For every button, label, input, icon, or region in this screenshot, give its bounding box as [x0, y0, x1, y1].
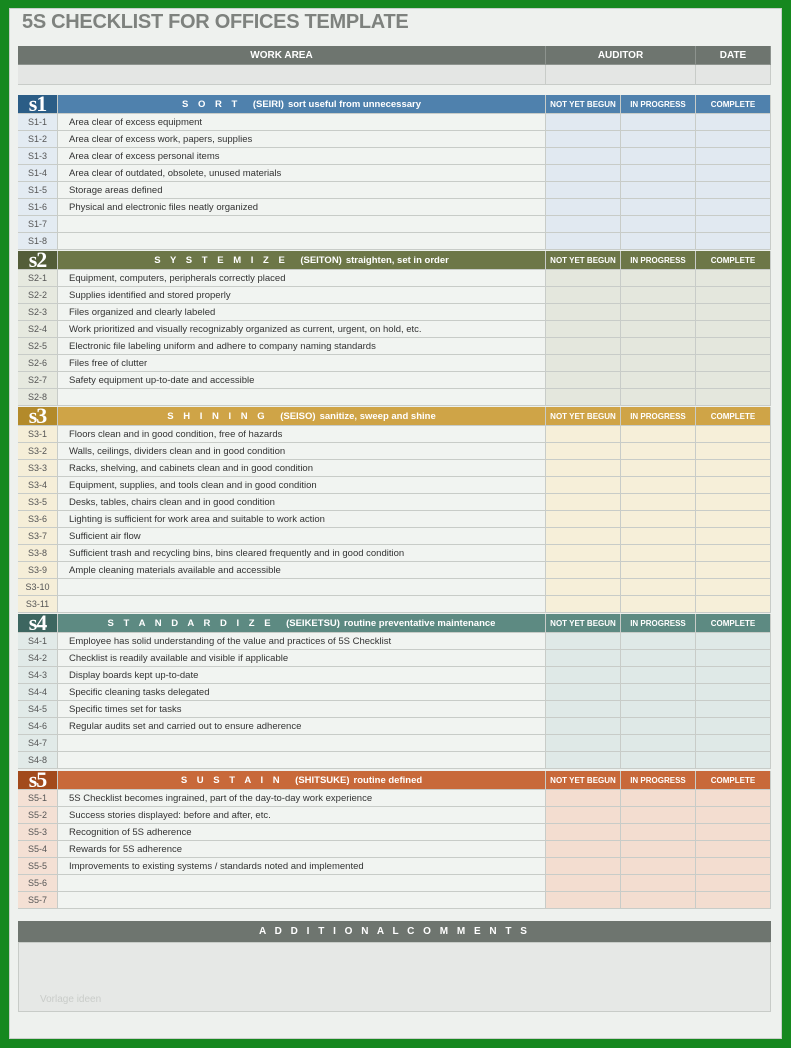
item-description: Physical and electronic files neatly organized — [58, 199, 546, 216]
checkbox-complete[interactable] — [696, 752, 771, 769]
checkbox-in-progress[interactable] — [621, 511, 696, 528]
item-description — [58, 579, 546, 596]
item-code: S3-4 — [18, 477, 58, 494]
checkbox-complete[interactable] — [696, 304, 771, 321]
item-description: Area clear of excess work, papers, supplies — [58, 131, 546, 148]
item-code: S2-3 — [18, 304, 58, 321]
item-code: S3-10 — [18, 579, 58, 596]
checkbox-not-yet-begun[interactable] — [546, 355, 621, 372]
item-description: Files organized and clearly labeled — [58, 304, 546, 321]
checkbox-not-yet-begun[interactable] — [546, 131, 621, 148]
item-description: Walls, ceilings, dividers clean and in good condition — [58, 443, 546, 460]
checkbox-not-yet-begun[interactable] — [546, 389, 621, 406]
status-header-complete: COMPLETE — [696, 251, 771, 270]
checkbox-not-yet-begun[interactable] — [546, 338, 621, 355]
checklist-sheet — [9, 8, 782, 1039]
section-title — [58, 614, 546, 633]
section-name: S O R T — [182, 98, 241, 110]
checkbox-in-progress[interactable] — [621, 131, 696, 148]
item-description — [58, 752, 546, 769]
checkbox-not-yet-begun[interactable] — [546, 304, 621, 321]
item-code: S3-1 — [18, 426, 58, 443]
checkbox-not-yet-begun[interactable] — [546, 372, 621, 389]
item-description — [58, 892, 546, 909]
checkbox-complete[interactable] — [696, 216, 771, 233]
checkbox-in-progress[interactable] — [621, 426, 696, 443]
item-code: S2-5 — [18, 338, 58, 355]
checkbox-not-yet-begun[interactable] — [546, 633, 621, 650]
item-code: S3-9 — [18, 562, 58, 579]
item-code: S5-7 — [18, 892, 58, 909]
checkbox-complete[interactable] — [696, 892, 771, 909]
checkbox-not-yet-begun[interactable] — [546, 114, 621, 131]
item-description: Area clear of excess equipment — [58, 114, 546, 131]
status-header-complete: COMPLETE — [696, 95, 771, 114]
checkbox-in-progress[interactable] — [621, 355, 696, 372]
item-code: S4-3 — [18, 667, 58, 684]
item-code: S1-2 — [18, 131, 58, 148]
checkbox-in-progress[interactable] — [621, 165, 696, 182]
item-code: S5-4 — [18, 841, 58, 858]
checkbox-not-yet-begun[interactable] — [546, 841, 621, 858]
item-description: Area clear of excess personal items — [58, 148, 546, 165]
item-code: S2-1 — [18, 270, 58, 287]
item-description: Equipment, supplies, and tools clean and in good condition — [58, 477, 546, 494]
watermark: Vorlage ideen — [40, 994, 102, 1005]
section-title — [58, 251, 546, 270]
checkbox-in-progress[interactable] — [621, 528, 696, 545]
status-header-not-yet-begun: NOT YET BEGUN — [546, 407, 621, 426]
checkbox-complete[interactable] — [696, 684, 771, 701]
checkbox-complete[interactable] — [696, 199, 771, 216]
item-code: S4-2 — [18, 650, 58, 667]
checkbox-complete[interactable] — [696, 233, 771, 250]
checkbox-not-yet-begun[interactable] — [546, 875, 621, 892]
item-description: Ample cleaning materials available and accessible — [58, 562, 546, 579]
item-code: S3-5 — [18, 494, 58, 511]
section-description: straighten, set in order — [345, 254, 449, 266]
checkbox-in-progress[interactable] — [621, 892, 696, 909]
item-code: S3-7 — [18, 528, 58, 545]
item-description: Regular audits set and carried out to ensure adherence — [58, 718, 546, 735]
date-header: DATE — [696, 46, 771, 65]
checkbox-not-yet-begun[interactable] — [546, 494, 621, 511]
checkbox-complete[interactable] — [696, 650, 771, 667]
item-description: 5S Checklist becomes ingrained, part of the day-to-day work experience — [58, 790, 546, 807]
checkbox-not-yet-begun[interactable] — [546, 443, 621, 460]
section-1-table — [18, 95, 771, 250]
checkbox-not-yet-begun[interactable] — [546, 165, 621, 182]
checkbox-complete[interactable] — [696, 148, 771, 165]
item-description: Improvements to existing systems / standards noted and implemented — [58, 858, 546, 875]
checkbox-complete[interactable] — [696, 545, 771, 562]
checkbox-not-yet-begun[interactable] — [546, 824, 621, 841]
item-description: Area clear of outdated, obsolete, unused materials — [58, 165, 546, 182]
item-code: S4-7 — [18, 735, 58, 752]
checkbox-not-yet-begun[interactable] — [546, 858, 621, 875]
checkbox-in-progress[interactable] — [621, 182, 696, 199]
item-code: S1-5 — [18, 182, 58, 199]
checkbox-not-yet-begun[interactable] — [546, 667, 621, 684]
item-code: S2-2 — [18, 287, 58, 304]
checkbox-not-yet-begun[interactable] — [546, 718, 621, 735]
item-code: S1-6 — [18, 199, 58, 216]
status-header-not-yet-begun: NOT YET BEGUN — [546, 251, 621, 270]
section-japanese-term: (SEITON) — [300, 254, 342, 266]
item-description: Desks, tables, chairs clean and in good condition — [58, 494, 546, 511]
checkbox-complete[interactable] — [696, 426, 771, 443]
checkbox-complete[interactable] — [696, 321, 771, 338]
checkbox-complete[interactable] — [696, 596, 771, 613]
checkbox-not-yet-begun[interactable] — [546, 735, 621, 752]
checkbox-complete[interactable] — [696, 443, 771, 460]
item-code: S3-8 — [18, 545, 58, 562]
section-japanese-term: (SEIKETSU) — [286, 617, 340, 629]
checkbox-in-progress[interactable] — [621, 701, 696, 718]
checkbox-complete[interactable] — [696, 562, 771, 579]
item-code: S1-7 — [18, 216, 58, 233]
checkbox-complete[interactable] — [696, 701, 771, 718]
checkbox-in-progress[interactable] — [621, 148, 696, 165]
checkbox-not-yet-begun[interactable] — [546, 650, 621, 667]
checkbox-not-yet-begun[interactable] — [546, 477, 621, 494]
checkbox-not-yet-begun[interactable] — [546, 807, 621, 824]
checkbox-in-progress[interactable] — [621, 596, 696, 613]
item-description: Supplies identified and stored properly — [58, 287, 546, 304]
checkbox-not-yet-begun[interactable] — [546, 287, 621, 304]
checkbox-in-progress[interactable] — [621, 633, 696, 650]
item-description: Sufficient trash and recycling bins, bins cleared frequently and in good condition — [58, 545, 546, 562]
item-description: Display boards kept up-to-date — [58, 667, 546, 684]
checkbox-not-yet-begun[interactable] — [546, 752, 621, 769]
section-description: sort useful from unnecessary — [287, 98, 421, 110]
status-header-complete: COMPLETE — [696, 614, 771, 633]
item-code: S2-7 — [18, 372, 58, 389]
checkbox-in-progress[interactable] — [621, 287, 696, 304]
checkbox-not-yet-begun[interactable] — [546, 321, 621, 338]
checkbox-complete[interactable] — [696, 460, 771, 477]
item-description — [58, 233, 546, 250]
checkbox-complete[interactable] — [696, 270, 771, 287]
checkbox-in-progress[interactable] — [621, 841, 696, 858]
checkbox-complete[interactable] — [696, 372, 771, 389]
checkbox-not-yet-begun[interactable] — [546, 701, 621, 718]
section-description: sanitize, sweep and shine — [319, 410, 436, 422]
item-code: S5-6 — [18, 875, 58, 892]
status-header-complete: COMPLETE — [696, 407, 771, 426]
checkbox-complete[interactable] — [696, 528, 771, 545]
item-code: S2-6 — [18, 355, 58, 372]
checkbox-in-progress[interactable] — [621, 545, 696, 562]
item-description: Work prioritized and visually recognizably organized as current, urgent, on hold, etc. — [58, 321, 546, 338]
work-area-header: WORK AREA — [18, 46, 546, 65]
checkbox-complete[interactable] — [696, 131, 771, 148]
item-description: Success stories displayed: before and after, etc. — [58, 807, 546, 824]
section-badge: s3 — [18, 407, 58, 426]
checkbox-in-progress[interactable] — [621, 477, 696, 494]
status-header-not-yet-begun: NOT YET BEGUN — [546, 614, 621, 633]
header-grid — [18, 46, 771, 85]
item-description: Specific times set for tasks — [58, 701, 546, 718]
status-header-in-progress: IN PROGRESS — [621, 95, 696, 114]
item-description: Specific cleaning tasks delegated — [58, 684, 546, 701]
section-badge: s5 — [18, 771, 58, 790]
item-description: Racks, shelving, and cabinets clean and in good condition — [58, 460, 546, 477]
checkbox-complete[interactable] — [696, 633, 771, 650]
checkbox-in-progress[interactable] — [621, 735, 696, 752]
checkbox-complete[interactable] — [696, 494, 771, 511]
checkbox-complete[interactable] — [696, 511, 771, 528]
checkbox-in-progress[interactable] — [621, 858, 696, 875]
checkbox-not-yet-begun[interactable] — [546, 426, 621, 443]
item-description — [58, 875, 546, 892]
checkbox-in-progress[interactable] — [621, 807, 696, 824]
checkbox-in-progress[interactable] — [621, 270, 696, 287]
checkbox-complete[interactable] — [696, 667, 771, 684]
status-header-complete: COMPLETE — [696, 771, 771, 790]
checkbox-not-yet-begun[interactable] — [546, 596, 621, 613]
item-code: S4-8 — [18, 752, 58, 769]
item-description: Equipment, computers, peripherals correctly placed — [58, 270, 546, 287]
checkbox-complete[interactable] — [696, 182, 771, 199]
item-code: S1-4 — [18, 165, 58, 182]
additional-comments-header: A D D I T I O N A L C O M M E N T S — [18, 921, 771, 942]
checkbox-in-progress[interactable] — [621, 650, 696, 667]
auditor-header: AUDITOR — [546, 46, 696, 65]
checkbox-complete[interactable] — [696, 477, 771, 494]
section-japanese-term: (SEIRI) — [252, 98, 284, 110]
checkbox-complete[interactable] — [696, 114, 771, 131]
item-code: S2-4 — [18, 321, 58, 338]
checkbox-not-yet-begun[interactable] — [546, 528, 621, 545]
checkbox-in-progress[interactable] — [621, 338, 696, 355]
section-description: routine defined — [353, 774, 423, 786]
item-description: Storage areas defined — [58, 182, 546, 199]
section-name: S T A N D A R D I Z E — [107, 617, 275, 629]
item-description: Rewards for 5S adherence — [58, 841, 546, 858]
item-code: S1-1 — [18, 114, 58, 131]
checkbox-complete[interactable] — [696, 875, 771, 892]
item-description: Employee has solid understanding of the value and practices of 5S Checklist — [58, 633, 546, 650]
item-description: Electronic file labeling uniform and adhere to company naming standards — [58, 338, 546, 355]
item-description — [58, 596, 546, 613]
checkbox-in-progress[interactable] — [621, 684, 696, 701]
section-title — [58, 771, 546, 790]
checkbox-not-yet-begun[interactable] — [546, 148, 621, 165]
section-badge: s1 — [18, 95, 58, 114]
checkbox-in-progress[interactable] — [621, 494, 696, 511]
item-code: S3-6 — [18, 511, 58, 528]
status-header-not-yet-begun: NOT YET BEGUN — [546, 95, 621, 114]
status-header-in-progress: IN PROGRESS — [621, 251, 696, 270]
checkbox-not-yet-begun[interactable] — [546, 545, 621, 562]
checkbox-complete[interactable] — [696, 807, 771, 824]
checkbox-in-progress[interactable] — [621, 304, 696, 321]
checkbox-complete[interactable] — [696, 824, 771, 841]
item-description: Recognition of 5S adherence — [58, 824, 546, 841]
item-description — [58, 389, 546, 406]
section-5-table — [18, 771, 771, 909]
date-input[interactable] — [696, 65, 771, 85]
item-code: S4-5 — [18, 701, 58, 718]
checkbox-not-yet-begun[interactable] — [546, 511, 621, 528]
item-description — [58, 735, 546, 752]
section-title — [58, 95, 546, 114]
section-description: routine preventative maintenance — [343, 617, 496, 629]
section-title — [58, 407, 546, 426]
checkbox-in-progress[interactable] — [621, 718, 696, 735]
section-name: S H I N I N G — [167, 410, 269, 422]
checkbox-not-yet-begun[interactable] — [546, 216, 621, 233]
checkbox-in-progress[interactable] — [621, 233, 696, 250]
section-2-table — [18, 251, 771, 406]
item-code: S5-1 — [18, 790, 58, 807]
item-code: S4-6 — [18, 718, 58, 735]
checkbox-complete[interactable] — [696, 355, 771, 372]
checkbox-complete[interactable] — [696, 735, 771, 752]
section-name: S U S T A I N — [180, 774, 284, 786]
checkbox-in-progress[interactable] — [621, 790, 696, 807]
checkbox-in-progress[interactable] — [621, 824, 696, 841]
item-code: S1-8 — [18, 233, 58, 250]
page-title: 5S CHECKLIST FOR OFFICES TEMPLATE — [22, 11, 409, 33]
item-description: Checklist is readily available and visible if applicable — [58, 650, 546, 667]
checkbox-complete[interactable] — [696, 718, 771, 735]
checkbox-in-progress[interactable] — [621, 216, 696, 233]
checkbox-not-yet-begun[interactable] — [546, 684, 621, 701]
checkbox-in-progress[interactable] — [621, 579, 696, 596]
section-3-table — [18, 407, 771, 613]
checkbox-in-progress[interactable] — [621, 372, 696, 389]
checkbox-in-progress[interactable] — [621, 460, 696, 477]
checkbox-in-progress[interactable] — [621, 752, 696, 769]
checkbox-not-yet-begun[interactable] — [546, 892, 621, 909]
item-code: S3-11 — [18, 596, 58, 613]
checkbox-not-yet-begun[interactable] — [546, 233, 621, 250]
checkbox-in-progress[interactable] — [621, 114, 696, 131]
status-header-not-yet-begun: NOT YET BEGUN — [546, 771, 621, 790]
section-japanese-term: (SHITSUKE) — [295, 774, 350, 786]
checkbox-in-progress[interactable] — [621, 875, 696, 892]
checkbox-in-progress[interactable] — [621, 389, 696, 406]
section-4-table — [18, 614, 771, 769]
section-badge: s2 — [18, 251, 58, 270]
status-header-in-progress: IN PROGRESS — [621, 614, 696, 633]
item-code: S3-2 — [18, 443, 58, 460]
checkbox-complete[interactable] — [696, 858, 771, 875]
checkbox-in-progress[interactable] — [621, 667, 696, 684]
checkbox-complete[interactable] — [696, 841, 771, 858]
section-badge: s4 — [18, 614, 58, 633]
work-area-input[interactable] — [18, 65, 546, 85]
item-description: Floors clean and in good condition, free of hazards — [58, 426, 546, 443]
item-code: S2-8 — [18, 389, 58, 406]
item-code: S5-5 — [18, 858, 58, 875]
item-code: S5-2 — [18, 807, 58, 824]
checkbox-not-yet-begun[interactable] — [546, 579, 621, 596]
item-description — [58, 216, 546, 233]
checkbox-not-yet-begun[interactable] — [546, 790, 621, 807]
item-code: S4-4 — [18, 684, 58, 701]
checkbox-complete[interactable] — [696, 338, 771, 355]
item-code: S4-1 — [18, 633, 58, 650]
item-description: Files free of clutter — [58, 355, 546, 372]
checkbox-not-yet-begun[interactable] — [546, 562, 621, 579]
checkbox-not-yet-begun[interactable] — [546, 270, 621, 287]
checkbox-in-progress[interactable] — [621, 562, 696, 579]
item-code: S1-3 — [18, 148, 58, 165]
item-description: Lighting is sufficient for work area and suitable to work action — [58, 511, 546, 528]
checkbox-in-progress[interactable] — [621, 321, 696, 338]
item-code: S3-3 — [18, 460, 58, 477]
item-description: Safety equipment up-to-date and accessible — [58, 372, 546, 389]
section-japanese-term: (SEISO) — [280, 410, 316, 422]
checkbox-complete[interactable] — [696, 579, 771, 596]
checkbox-not-yet-begun[interactable] — [546, 182, 621, 199]
additional-comments-input[interactable] — [18, 942, 771, 1012]
section-name: S Y S T E M I Z E — [154, 254, 289, 266]
item-code: S5-3 — [18, 824, 58, 841]
checkbox-complete[interactable] — [696, 389, 771, 406]
checkbox-in-progress[interactable] — [621, 199, 696, 216]
status-header-in-progress: IN PROGRESS — [621, 771, 696, 790]
item-description: Sufficient air flow — [58, 528, 546, 545]
auditor-input[interactable] — [546, 65, 696, 85]
checkbox-complete[interactable] — [696, 287, 771, 304]
checkbox-not-yet-begun[interactable] — [546, 460, 621, 477]
status-header-in-progress: IN PROGRESS — [621, 407, 696, 426]
checkbox-not-yet-begun[interactable] — [546, 199, 621, 216]
checkbox-complete[interactable] — [696, 165, 771, 182]
checkbox-in-progress[interactable] — [621, 443, 696, 460]
checkbox-complete[interactable] — [696, 790, 771, 807]
